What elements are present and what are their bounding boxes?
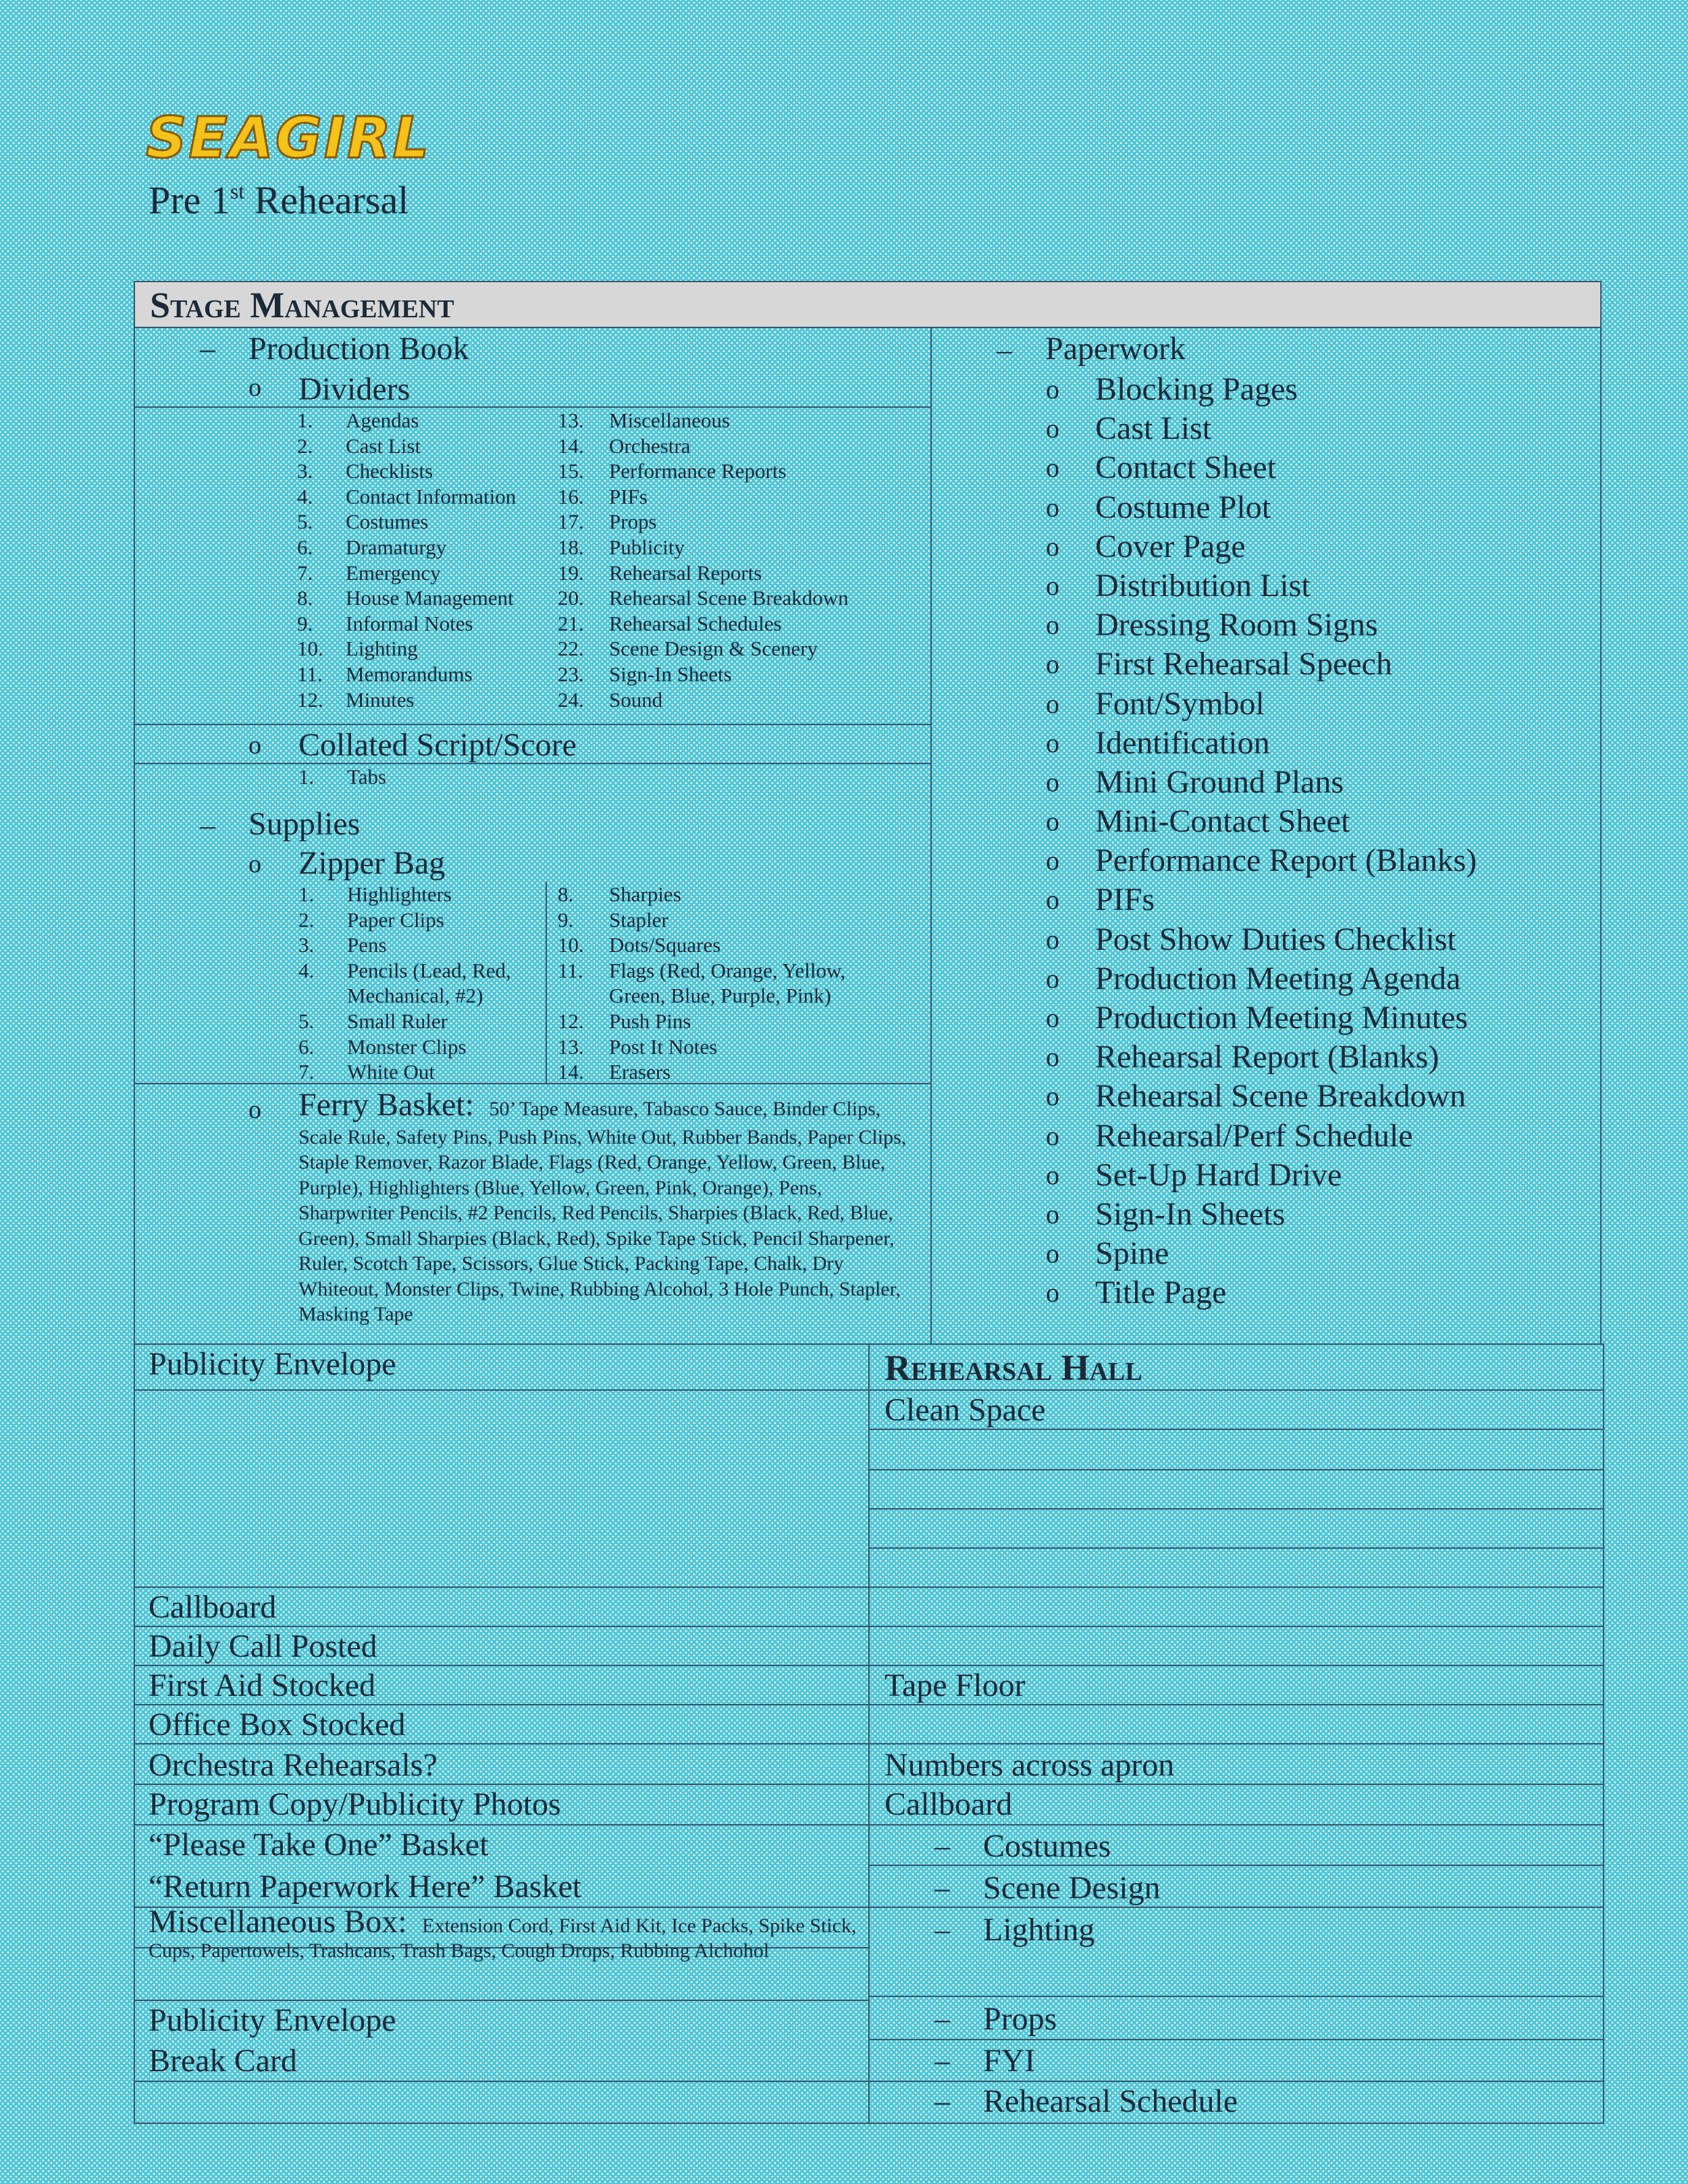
return-paperwork-label: “Return Paperwork Here” Basket xyxy=(149,1869,582,1905)
orchestra-label: Orchestra Rehearsals? xyxy=(149,1747,438,1783)
circle-bullet: o xyxy=(248,850,261,878)
rh-callboard-label: Callboard xyxy=(885,1786,1013,1822)
row-rule xyxy=(868,1587,1604,1588)
dividers-heading: Dividers xyxy=(298,371,411,407)
lighting-label: Lighting xyxy=(983,1912,1095,1948)
daily-call-label: Daily Call Posted xyxy=(149,1628,377,1664)
supplies-heading: Supplies xyxy=(248,806,361,842)
break-card-label: Break Card xyxy=(149,2043,297,2079)
dash-bullet: – xyxy=(200,807,215,842)
subtitle-pre: Pre 1 xyxy=(149,178,230,222)
paperwork-heading: Paperwork xyxy=(1045,331,1186,367)
misc-box-block xyxy=(149,1904,858,1963)
publicity-envelope-bottom-label: Publicity Envelope xyxy=(149,2002,396,2038)
costumes-label: Costumes xyxy=(983,1828,1111,1864)
dash-bullet: – xyxy=(934,2083,950,2118)
zipper-bag-heading: Zipper Bag xyxy=(298,845,446,881)
props-label: Props xyxy=(983,2001,1057,2037)
subtitle-post: Rehearsal xyxy=(244,178,409,222)
circle-bullet: o xyxy=(248,373,261,402)
dash-bullet: – xyxy=(200,331,215,365)
row-rule xyxy=(868,1865,1604,1866)
ferry-basket-heading: Ferry Basket: xyxy=(298,1087,474,1123)
row-rule xyxy=(868,1469,1604,1470)
dash-bullet: – xyxy=(934,1870,950,1905)
office-box-label: Office Box Stocked xyxy=(149,1707,406,1742)
seagirl-logo: SEAGIRL xyxy=(146,105,431,171)
misc-box-items-2: Stick, Cups, Papertowels, Trashcans, Trash Bags, Cough Drops, Rubbing Alchohol xyxy=(149,1915,857,1962)
circle-bullet: o xyxy=(248,731,261,760)
stage-management-title: Stage Management xyxy=(150,285,454,325)
dash-bullet: – xyxy=(997,332,1012,367)
clean-space-label: Clean Space xyxy=(885,1392,1046,1428)
rule-collated-top xyxy=(134,724,930,725)
subtitle-sup: st xyxy=(230,179,245,203)
dash-bullet: – xyxy=(934,1828,950,1863)
dash-bullet: – xyxy=(934,2001,950,2035)
rehearsal-hall-title: Rehearsal Hall xyxy=(885,1348,1142,1388)
first-aid-label: First Aid Stocked xyxy=(149,1668,376,1703)
production-book-heading: Production Book xyxy=(248,331,469,367)
row-rule xyxy=(868,1626,1604,1627)
rule-zipper-columns xyxy=(546,882,547,1083)
row-rule xyxy=(134,1389,870,1391)
publicity-envelope-label: Publicity Envelope xyxy=(149,1346,396,1382)
fyi-label: FYI xyxy=(983,2043,1036,2079)
program-copy-label: Program Copy/Publicity Photos xyxy=(149,1786,561,1822)
row-rule xyxy=(868,1508,1604,1510)
row-rule xyxy=(868,1547,1604,1549)
numbers-apron-label: Numbers across apron xyxy=(885,1747,1175,1783)
row-rule xyxy=(868,2039,1604,2040)
ferry-basket-block xyxy=(298,1086,909,1327)
misc-box-label: Miscellaneous Box: xyxy=(149,1904,407,1940)
row-rule xyxy=(868,1824,1604,1826)
stage-management-divider xyxy=(930,327,932,1345)
rehearsal-hall-table xyxy=(868,1343,1604,2124)
dash-bullet: – xyxy=(934,2043,950,2077)
row-rule xyxy=(868,1996,1604,1997)
callboard-label: Callboard xyxy=(149,1589,277,1625)
rehearsal-schedule-label: Rehearsal Schedule xyxy=(983,2083,1238,2119)
rule-dividers xyxy=(134,406,930,408)
ferry-basket-items: 50’ Tape Measure, Tabasco Sauce, Binder Clips, Scale Rule, Safety Pins, Push Pins, White Out, Rubber Bands, Paper Clips, Staple Remover, Razor Blade, Flags (Red, Orange, Yellow, Green, Blue, Purple), Highlighters (Blue, Yellow, Green, Pink, Orange), Pens, Sharpwriter Pencils, #2 Pencils, Red Pencils, Sharpies (Black, Red, Blue, Green), Small Sharpies (Black, Red), Spike Tape Stick, Pencil Sharpener, Ruler, Scotch Tape, Scissors, Glue Stick, Packing Tape, Chalk, Dry Whiteout, Monster Clips, Twine, Rubbing Alcohol, 3 Hole Punch, Stapler, Masking Tape xyxy=(298,1098,907,1326)
row-rule xyxy=(868,1907,1604,1908)
circle-bullet: o xyxy=(248,1096,261,1124)
rule-ferry xyxy=(134,1083,930,1084)
scene-design-label: Scene Design xyxy=(983,1870,1161,1906)
collated-script-heading: Collated Script/Score xyxy=(298,727,577,763)
dash-bullet: – xyxy=(934,1912,950,1946)
misc-box-items-1: Extension Cord, First Aid Kit, Ice Packs, Spike xyxy=(422,1915,805,1937)
page-subtitle xyxy=(149,177,408,224)
row-rule xyxy=(134,2081,870,2082)
please-take-one-label: “Please Take One” Basket xyxy=(149,1827,489,1863)
row-rule xyxy=(868,1743,1604,1744)
tape-floor-label: Tape Floor xyxy=(885,1668,1026,1703)
